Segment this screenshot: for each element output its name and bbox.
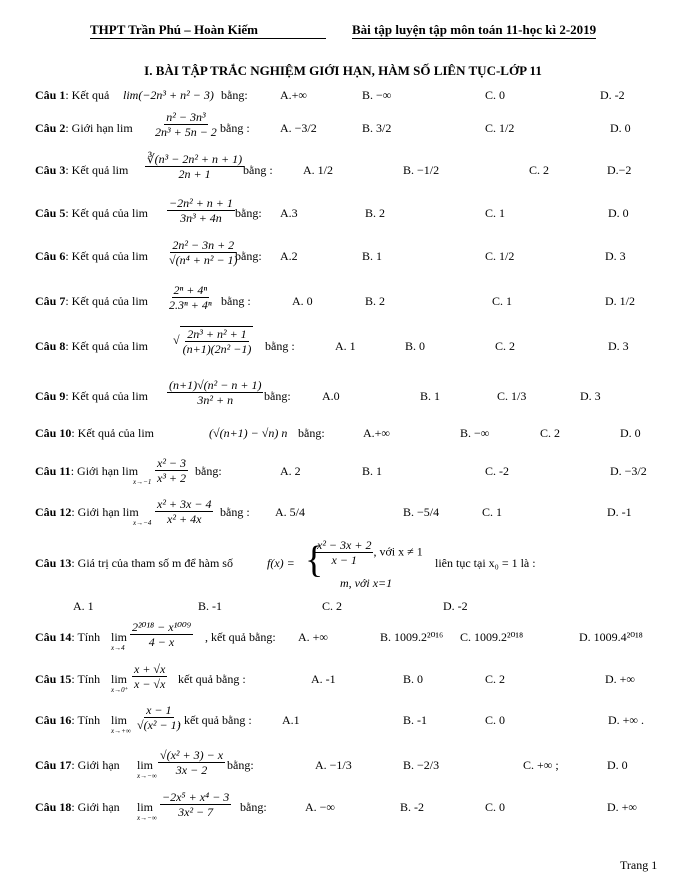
option-a[interactable]: A. 1: [73, 599, 94, 613]
limit-subscript: x→0⁺: [111, 686, 129, 694]
option-c[interactable]: C. 1: [492, 294, 513, 308]
question-9: Câu 9: Kết quả của lim $\frac{\text{(n+1)√(n² − n + 1)}}{\text{3n² + n}}$ bằng: A.0 B. 1 C. 1/3 D. 3: [35, 378, 601, 407]
piece-two: m, với x=1: [340, 576, 393, 590]
option-c[interactable]: C. -2: [485, 464, 509, 478]
option-b[interactable]: B. −∞: [362, 88, 392, 102]
option-c[interactable]: C. 2: [485, 672, 506, 686]
question-label: Câu 14: [35, 630, 72, 644]
option-d[interactable]: D.−2: [607, 163, 632, 177]
function-name: f(x) =: [267, 556, 295, 570]
question-fraction: $\frac{\text{x² + 3x − 4}}{\text{x² + 4x}}$: [157, 497, 212, 526]
question-label: Câu 15: [35, 672, 72, 686]
option-a[interactable]: A.0: [322, 389, 340, 403]
option-c[interactable]: C. 0: [485, 88, 506, 102]
option-c[interactable]: C. 1: [485, 206, 506, 220]
question-suffix: liên tục tại x₀ = 1 là :: [435, 556, 536, 570]
page-number: Trang 1: [620, 858, 658, 872]
question-suffix: bằng:: [227, 758, 254, 772]
question-suffix: , kết quả bằng:: [205, 630, 276, 644]
limit-subscript: x→4: [111, 644, 125, 652]
question-suffix: bằng:: [240, 800, 267, 814]
option-c[interactable]: C. 1/3: [497, 389, 527, 403]
question-fraction: $\frac{\text{2n³ + n² + 1}}{\text{(n+1)(2n² −1)}}$: [180, 326, 254, 356]
question-suffix: bằng:: [195, 464, 222, 478]
option-a[interactable]: A. −3/2: [280, 121, 317, 135]
question-fraction: $\frac{\text{(n+1)√(n² − n + 1)}}{\text{3n² + n}}$: [169, 378, 262, 407]
option-b[interactable]: B. −2/3: [403, 758, 440, 772]
option-d[interactable]: D. 1009.4²⁰¹⁸: [579, 630, 643, 644]
limit-subscript: x→−1: [133, 478, 152, 486]
question-suffix: bằng:: [264, 389, 291, 403]
option-d[interactable]: D. 0: [608, 206, 629, 220]
question-suffix: bằng :: [265, 339, 295, 353]
option-b[interactable]: B. 0: [405, 339, 426, 353]
question-18: Câu 18: Giới hạn lim x→−∞ $\frac{\text{−2x⁵ + x⁴ − 3}}{\text{3x² − 7}}$ bằng: A. −∞ B. -2 C. 0 D. +∞: [35, 790, 637, 822]
question-fraction: $\frac{\text{2²⁰¹⁸ − x¹⁰⁰⁹}}{4 - x}$: [132, 620, 191, 649]
option-b[interactable]: B. 3/2: [362, 121, 392, 135]
question-suffix: kết quả bằng :: [178, 672, 246, 686]
question-label: Câu 3: [35, 163, 66, 177]
option-b[interactable]: B. 2: [365, 206, 386, 220]
option-d[interactable]: D. 3: [608, 339, 629, 353]
question-fraction: $\frac{\text{−2n² + n + 1}}{\text{3n³ + 4n}}$: [169, 196, 233, 225]
question-label: Câu 13: [35, 556, 72, 570]
option-b[interactable]: B. 2: [365, 294, 386, 308]
option-b[interactable]: B. −5/4: [403, 505, 440, 519]
option-d[interactable]: D. +∞: [605, 672, 635, 686]
limit-subscript: x→−∞: [137, 814, 157, 822]
question-label: Câu 5: [35, 206, 66, 220]
option-a[interactable]: A.2: [280, 249, 298, 263]
option-c[interactable]: C. 2: [540, 426, 561, 440]
question-label: Câu 16: [35, 713, 72, 727]
question-fraction: $\frac{x + √x}{x - √x}$: [134, 662, 166, 691]
option-a[interactable]: A. -1: [311, 672, 336, 686]
question-6: Câu 6: Kết quả của lim $\frac{\text{2n² − 3n + 2}}{\text{√(n⁴ + n² − 1)}}$ bằng: A.2 B. 1 C. 1/2 D. 3: [35, 238, 626, 267]
option-b[interactable]: B. -1: [403, 713, 427, 727]
option-a[interactable]: A. +∞: [298, 630, 328, 644]
question-expr: lim(−2n³ + n² − 3): [123, 88, 214, 102]
question-suffix: bằng:: [221, 88, 248, 102]
option-d[interactable]: D. 0: [620, 426, 641, 440]
question-12: Câu 12: Giới hạn lim x→−4 $\frac{\text{x² + 3x − 4}}{\text{x² + 4x}}$ bằng : A. 5/4 B. −5/4 C. 1 D. -1: [35, 497, 632, 527]
option-a[interactable]: A.3: [280, 206, 298, 220]
option-a[interactable]: A.+∞: [280, 88, 307, 102]
question-label: Câu 6: [35, 249, 66, 263]
brace-icon: {: [305, 539, 324, 581]
option-b[interactable]: B. -1: [198, 599, 222, 613]
option-a[interactable]: A. 5/4: [275, 505, 305, 519]
question-label: Câu 18: [35, 800, 72, 814]
option-d[interactable]: D. +∞ .: [608, 713, 644, 727]
limit-subscript: x→−∞: [137, 772, 157, 780]
option-c[interactable]: C. 1009.2²⁰¹⁸: [460, 630, 524, 644]
question-10: Câu 10: Kết quả của lim (√(n+1) − √n) n bằng: A.+∞ B. −∞ C. 2 D. 0: [35, 426, 641, 440]
option-c[interactable]: C. 2: [495, 339, 516, 353]
question-5: Câu 5: Kết quả của lim $\frac{\text{−2n² + n + 1}}{\text{3n³ + 4n}}$ bằng: A.3 B. 2 C. 1 D. 0: [35, 196, 629, 225]
question-fraction: $\frac{\text{x² − 3}}{\text{x³ + 2}}$: [157, 456, 187, 485]
question-fraction: $\frac{\text{−2x⁵ + x⁴ − 3}}{\text{3x² − 7}}$: [162, 790, 230, 819]
option-b[interactable]: B. 1: [362, 249, 383, 263]
option-a[interactable]: A.+∞: [363, 426, 390, 440]
question-label: Câu 12: [35, 505, 72, 519]
question-2: Câu 2: Giới hạn lim $\frac{\text{n² − 3n³}}{\text{2n³ + 5n − 2}}$ bằng : A. −3/2 B. 3/2 C. 1/2 D. 0: [35, 110, 631, 139]
option-b[interactable]: B. -2: [400, 800, 424, 814]
question-suffix: bằng:: [298, 426, 325, 440]
option-c[interactable]: C. 0: [485, 800, 506, 814]
question-17: Câu 17: Giới hạn lim x→−∞ $\frac{\text{√(x² + 3) − x}}{3x - 2}$ bằng: A. −1/3 B. −2/3 C. +∞ ; D. 0: [35, 748, 628, 780]
limit-subscript: x→+∞: [111, 727, 131, 735]
question-expr: (√(n+1) − √n) n: [209, 426, 288, 440]
piece-fraction: $\frac{\text{x² − 3x + 2}}{x - 1}$: [317, 538, 372, 567]
question-suffix: bằng:: [235, 206, 262, 220]
option-b[interactable]: B. 1009.2²⁰¹⁶: [380, 630, 444, 644]
option-a[interactable]: A. 2: [280, 464, 301, 478]
option-c[interactable]: C. +∞ ;: [523, 758, 559, 772]
question-14: Câu 14: Tính lim x→4 $\frac{\text{2²⁰¹⁸ − x¹⁰⁰⁹}}{4 - x}$ , kết quả bằng: A. +∞ B. 1009.2²⁰¹⁶ C. 1009.2²⁰¹⁸ D. 1009.4²⁰¹⁸: [35, 620, 643, 652]
question-fraction: $\frac{\text{∛(n³ − 2n² + n + 1)}}{2n + 1}$: [147, 152, 243, 181]
option-a[interactable]: A.1: [282, 713, 300, 727]
question-fraction: $\frac{\text{2n² − 3n + 2}}{\text{√(n⁴ + n² − 1)}}$: [169, 238, 238, 267]
option-a[interactable]: A. 0: [292, 294, 313, 308]
question-suffix: bằng :: [220, 121, 250, 135]
option-d[interactable]: D. -2: [443, 599, 468, 613]
question-label: Câu 17: [35, 758, 72, 772]
option-c[interactable]: C. 1/2: [485, 121, 515, 135]
option-a[interactable]: A. 1/2: [303, 163, 333, 177]
option-c[interactable]: C. 2: [529, 163, 550, 177]
question-label: Câu 2: [35, 121, 66, 135]
question-fraction: $\frac{x - 1}{\text{√(x² − 1)}}$: [137, 703, 181, 732]
option-d[interactable]: D. 0: [610, 121, 631, 135]
question-suffix: bằng:: [235, 249, 262, 263]
option-d[interactable]: D. 3: [580, 389, 601, 403]
question-11: Câu 11: Giới hạn lim x→−1 $\frac{\text{x² − 3}}{\text{x³ + 2}}$ bằng: A. 2 B. 1 C. -2 D. −3/2: [35, 456, 647, 486]
question-7: Câu 7: Kết quả của lim $\frac{\text{2ⁿ + 4ⁿ}}{\text{2.3ⁿ + 4ⁿ}}$ bằng : A. 0 B. 2 C. 1 D. 1/2: [35, 283, 635, 312]
question-label: Câu 8: [35, 339, 66, 353]
question-fraction: $\frac{\text{n² − 3n³}}{\text{2n³ + 5n − 2}}$: [155, 110, 217, 139]
question-label: Câu 9: [35, 389, 66, 403]
question-16: Câu 16: Tính lim x→+∞ $\frac{x - 1}{\text{√(x² − 1)}}$ , kết quả bằng : A.1 B. -1 C. 0 D. +∞ .: [35, 703, 644, 735]
option-c[interactable]: C. 2: [322, 599, 343, 613]
question-15: Câu 15: Tính lim x→0⁺ $\frac{x + √x}{x - √x}$ kết quả bằng : A. -1 B. 0 C. 2 D. +∞: [35, 662, 635, 694]
question-fraction: $\frac{\text{√(x² + 3) − x}}{3x - 2}$: [160, 748, 224, 777]
question-label: Câu 1: [35, 88, 66, 102]
question-fraction: $\frac{\text{2ⁿ + 4ⁿ}}{\text{2.3ⁿ + 4ⁿ}}$: [169, 283, 212, 312]
option-a[interactable]: A. 1: [335, 339, 356, 353]
option-b[interactable]: B. 0: [403, 672, 424, 686]
question-1: Câu 1: Kết quả lim(−2n³ + n² − 3) bằng: A.+∞ B. −∞ C. 0 D. -2: [35, 88, 625, 102]
question-suffix: bằng :: [243, 163, 273, 177]
option-d[interactable]: D. −3/2: [610, 464, 647, 478]
option-d[interactable]: D. 3: [605, 249, 626, 263]
header-title: Bài tập luyện tập môn toán 11-học kì 2-2019: [352, 22, 597, 37]
limit-subscript: x→−4: [133, 519, 152, 527]
option-c[interactable]: C. 1: [482, 505, 503, 519]
option-a[interactable]: A. −∞: [305, 800, 335, 814]
option-b[interactable]: B. 1: [420, 389, 441, 403]
section-title: I. BÀI TẬP TRẮC NGHIỆM GIỚI HẠN, HÀM SỐ LIÊN TỤC-LỚP 11: [144, 63, 542, 78]
option-b[interactable]: B. −1/2: [403, 163, 440, 177]
option-d[interactable]: D. +∞: [607, 800, 637, 814]
option-a[interactable]: A. −1/3: [315, 758, 352, 772]
question-suffix: bằng :: [221, 294, 251, 308]
option-d[interactable]: D. -2: [600, 88, 625, 102]
option-c[interactable]: C. 0: [485, 713, 506, 727]
question-label: Câu 10: [35, 426, 72, 440]
option-b[interactable]: B. −∞: [460, 426, 490, 440]
question-13: Câu 13: Giá trị của tham số m để hàm số f(x) = { $\frac{\text{x² − 3x + 2}}{x - 1}$ , với x ≠ 1 m, với x=1 liên tục tại x₀ = 1 là : A. 1 B. -1 C. 2 D. -2: [35, 538, 536, 613]
option-b[interactable]: B. 1: [362, 464, 383, 478]
option-d[interactable]: D. -1: [607, 505, 632, 519]
question-suffix: , kết quả bằng :: [178, 713, 252, 727]
header-school: THPT Trần Phú – Hoàn Kiếm: [90, 22, 326, 39]
question-3: Câu 3: Kết quả lim $\frac{\text{∛(n³ − 2n² + n + 1)}}{2n + 1}$ bằng : A. 1/2 B. −1/2 C. 2 D.−2: [35, 152, 632, 181]
question-8: Câu 8: Kết quả của lim √ $\frac{\text{2n³ + n² + 1}}{\text{(n+1)(2n² −1)}}$ bằng : A. 1 B. 0 C. 2 D. 3: [35, 327, 629, 356]
option-d[interactable]: D. 0: [607, 758, 628, 772]
question-label: Câu 7: [35, 294, 66, 308]
question-suffix: bằng :: [220, 505, 250, 519]
option-c[interactable]: C. 1/2: [485, 249, 515, 263]
option-d[interactable]: D. 1/2: [605, 294, 635, 308]
question-label: Câu 11: [35, 464, 71, 478]
